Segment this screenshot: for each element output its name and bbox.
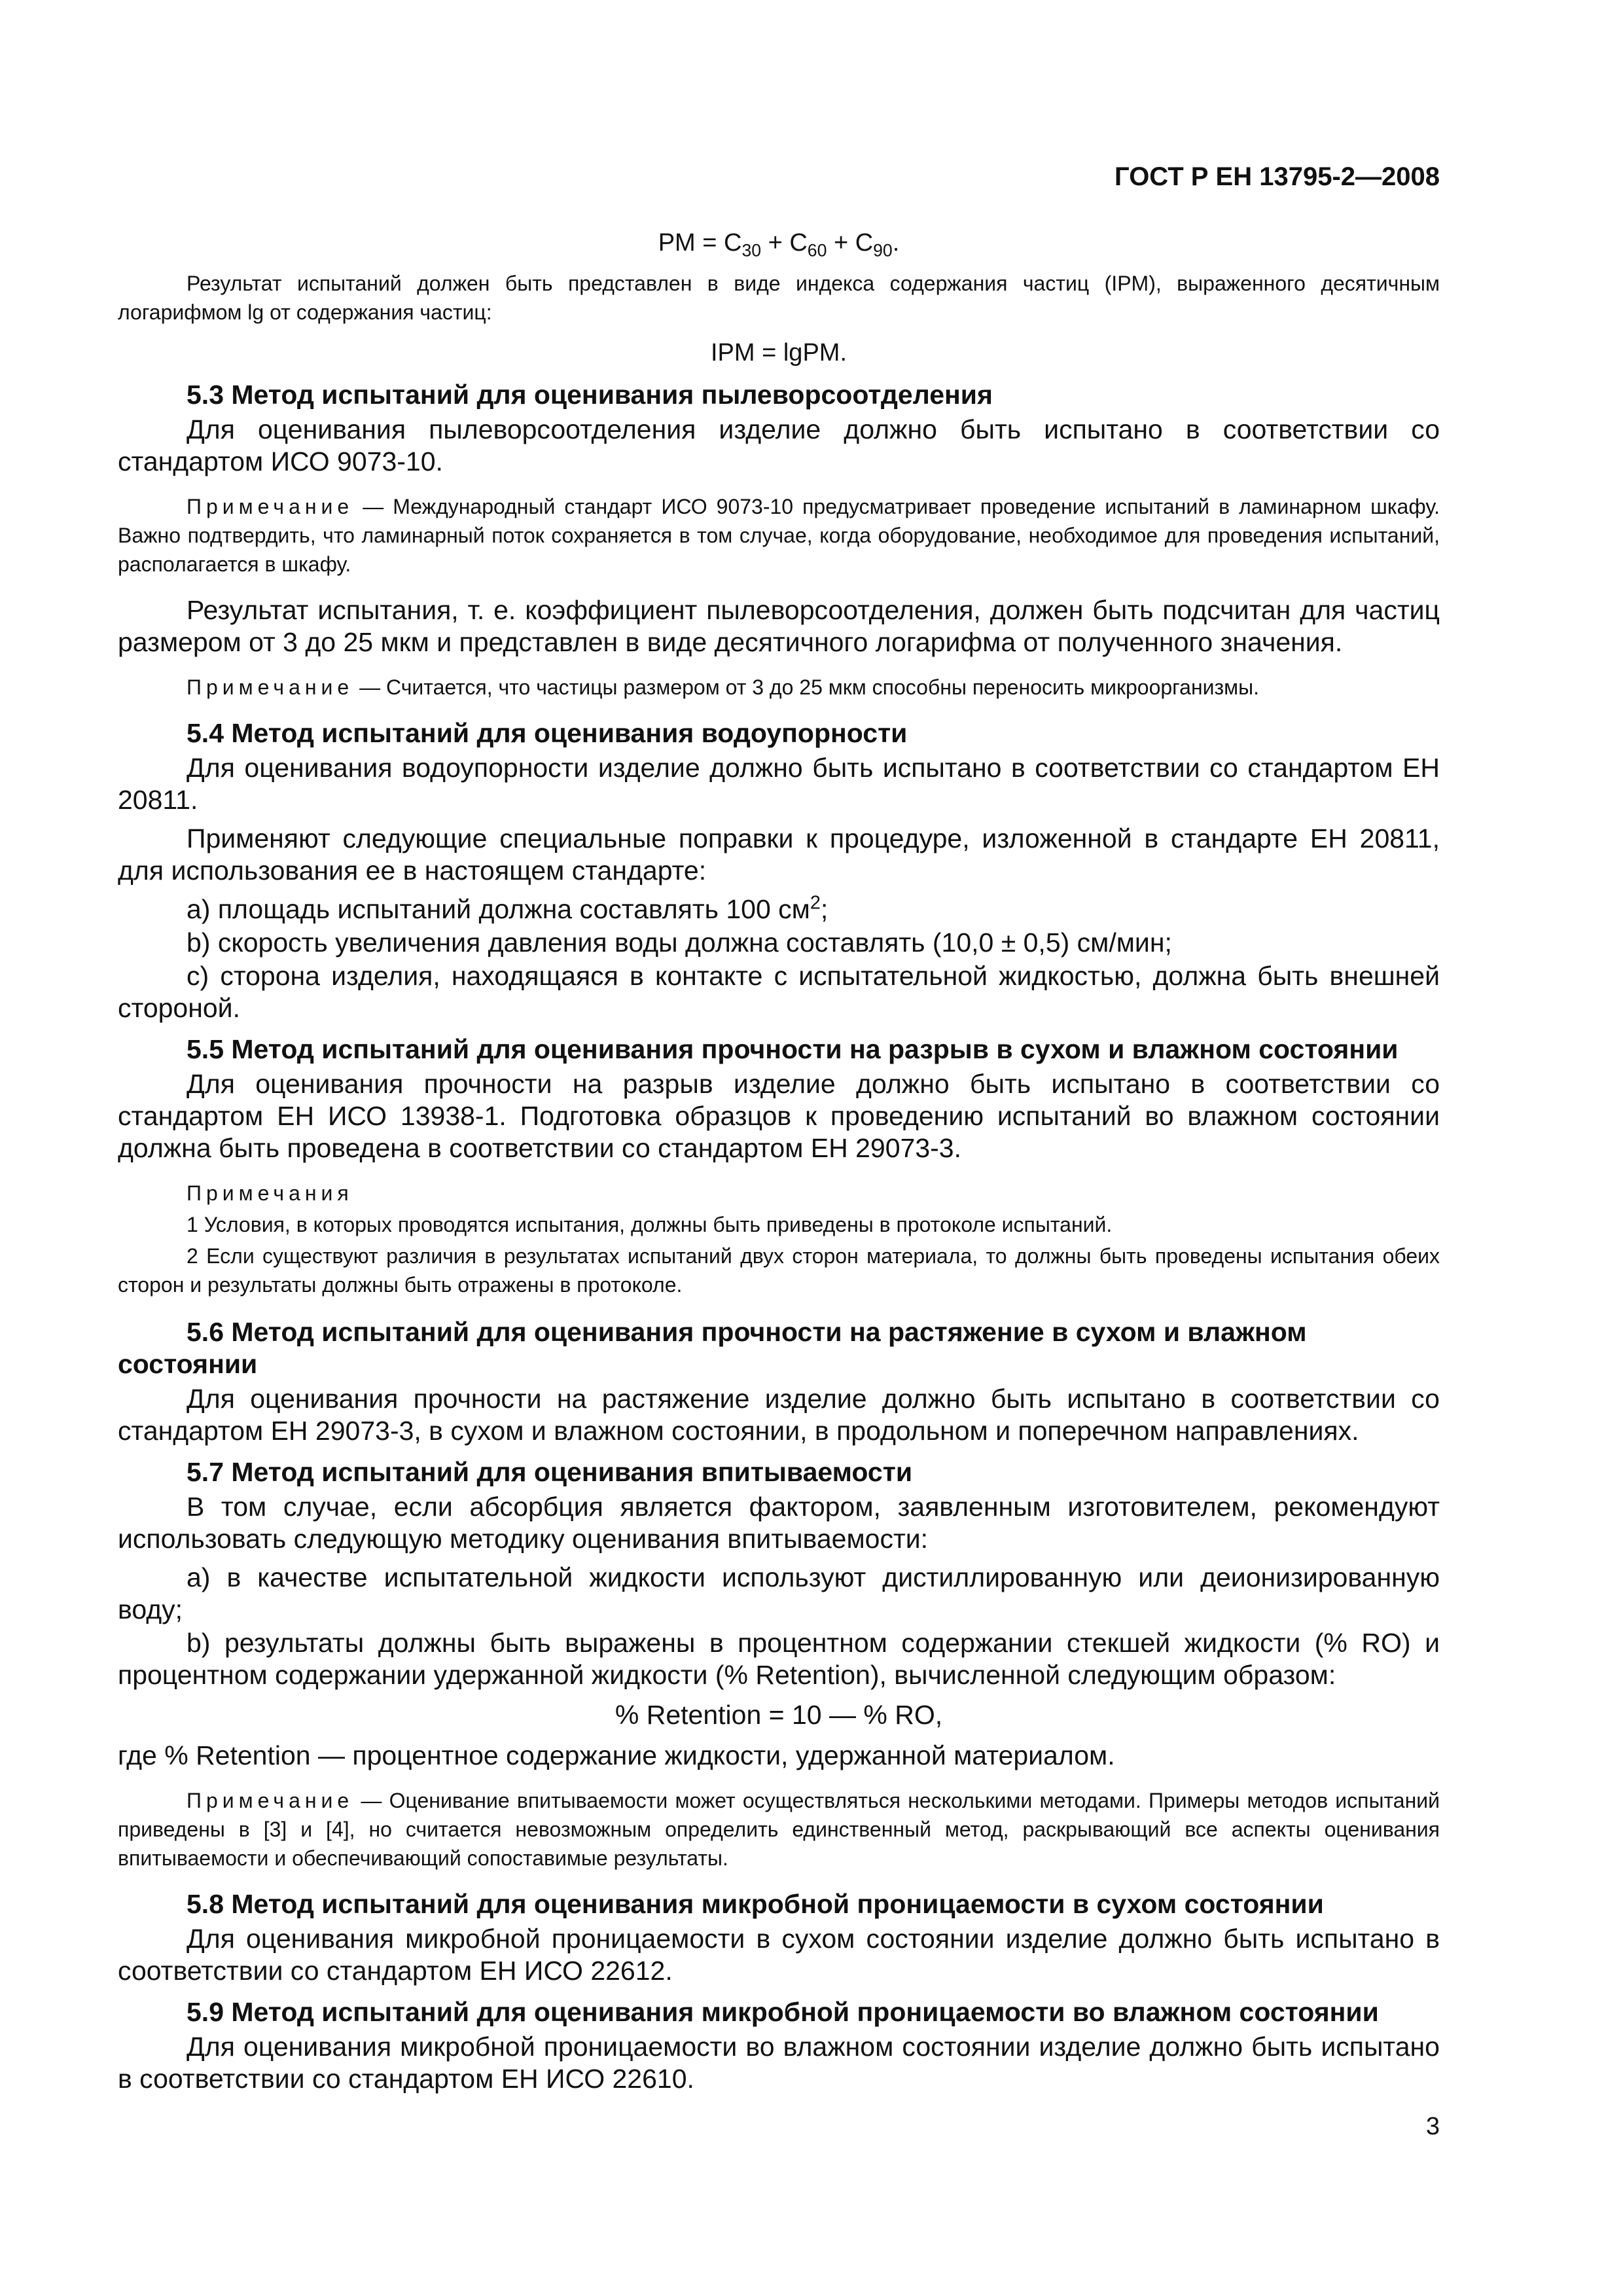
section-5-7-note	[118, 1786, 1440, 1873]
section-5-5-notes	[118, 1179, 1440, 1299]
formula-pm-plus-2: + C	[827, 229, 874, 257]
section-5-4-paragraph-1: Для оценивания водоупорности изделие должно быть испытано в соответствии со стандартом ЕН 20811.	[118, 753, 1440, 815]
section-5-7-item-a: a) в качестве испытательной жидкости используют дистиллированную или деионизированную воду;	[118, 1562, 1440, 1624]
formula-ipm: IPM = lgPM.	[711, 339, 847, 367]
section-5-3-paragraph-1: Для оценивания пылеворсоотделения изделие должно быть испытано в соответствии со стандартом ИСО 9073-10.	[118, 414, 1440, 476]
formula-pm-sub-3: 90	[873, 240, 893, 260]
section-5-3-note-1	[118, 492, 1440, 579]
section-5-3-paragraph-2: Результат испытания, т. е. коэффициент пылеворсоотделения, должен быть подсчитан для частиц размером от 3 до 25 мкм и представлен в виде десятичного логарифма от полученного значения.	[118, 595, 1440, 657]
section-5-7-paragraph-1: В том случае, если абсорбция является фактором, заявленным изготовителем, рекомендуют использовать следующую методику оценивания впитываемости:	[118, 1492, 1440, 1554]
formula-pm	[118, 226, 1440, 260]
section-5-5-title: 5.5 Метод испытаний для оценивания прочности на разрыв в сухом и влажном состоянии	[187, 1034, 1399, 1064]
section-5-4-paragraph-2: Применяют следующие специальные поправки к процедуре, изложенной в стандарте ЕН 20811, для использования ее в настоящем стандарте:	[118, 823, 1440, 886]
item-end: ;	[820, 894, 829, 924]
document-id-header: ГОСТ Р ЕН 13795-2—2008	[1115, 162, 1440, 191]
note-text: — Считается, что частицы размером от 3 до 25 мкм способны переносить микроорганизмы.	[353, 675, 1260, 699]
section-5-7-where: где % Retention — процентное содержание жидкости, удержанной материалом.	[118, 1740, 1115, 1770]
item-text: a) площадь испытаний должна составлять 100 см	[187, 894, 810, 924]
paragraph-ipm: Результат испытаний должен быть представлен в виде индекса содержания частиц (IPM), выраженного десятичным логарифмом lg от содержания частиц:	[118, 272, 1440, 324]
section-5-8-paragraph-1: Для оценивания микробной проницаемости в сухом состоянии изделие должно быть испытано в соответствии со стандартом ЕН ИСО 22612.	[118, 1924, 1440, 1986]
page-content	[118, 226, 1440, 2102]
note-text: — Оценивание впитываемости может осуществляться несколькими методами. Примеры методов испытаний приведены в [3] и [4], но считается невозможным определить единственный метод, раскрывающий все аспекты оценивания впитываемости и обеспечивающий сопоставимые результаты.	[118, 1789, 1440, 1870]
section-5-7-title: 5.7 Метод испытаний для оценивания впитываемости	[187, 1457, 913, 1487]
note-item-2: 2 Если существуют различия в результатах испытаний двух сторон материала, то должны быть проведены испытания обеих сторон и результаты должны быть отражены в протоколе.	[118, 1244, 1440, 1297]
section-5-9-title: 5.9 Метод испытаний для оценивания микробной проницаемости во влажном состоянии	[187, 1997, 1379, 2027]
section-5-9-paragraph-1: Для оценивания микробной проницаемости во влажном состоянии изделие должно быть испытано в соответствии со стандартом ЕН ИСО 22610.	[118, 2032, 1440, 2094]
section-5-6-paragraph-1: Для оценивания прочности на растяжение изделие должно быть испытано в соответствии со стандартом ЕН 29073-3, в сухом и влажном состоянии, в продольном и поперечном направлениях.	[118, 1384, 1440, 1446]
section-5-5-paragraph-1: Для оценивания прочности на разрыв изделие должно быть испытано в соответствии со стандартом ЕН ИСО 13938-1. Подготовка образцов к проведению испытаний во влажном состоянии должна быть проведена в соответствии со стандартом ЕН 29073-3.	[118, 1069, 1440, 1163]
formula-pm-sub-1: 30	[741, 240, 762, 260]
section-5-7-item-b: b) результаты должны быть выражены в процентном содержании стекшей жидкости (% RO) и процентном содержании удержанной жидкости (% Retention), вычисленной следующим образом:	[118, 1628, 1440, 1690]
note-text: — Международный стандарт ИСО 9073-10 предусматривает проведение испытаний в ламинарном шкафу. Важно подтвердить, что ламинарный поток сохраняется в том случае, когда оборудование, необходимое для проведения испытаний, располагается в шкафу.	[118, 495, 1440, 576]
formula-pm-lhs: PM = C	[658, 229, 742, 257]
section-5-4-item-a	[118, 893, 1440, 925]
section-5-4-item-c: c) сторона изделия, находящаяся в контакте с испытательной жидкостью, должна быть внешней стороной.	[118, 961, 1440, 1023]
section-5-8-title: 5.8 Метод испытаний для оценивания микробной проницаемости в сухом состоянии	[187, 1889, 1324, 1919]
note-label: Примечание	[187, 675, 354, 699]
note-label: Примечание	[187, 1789, 354, 1812]
item-superscript: 2	[810, 892, 821, 914]
section-5-4-title: 5.4 Метод испытаний для оценивания водоупорности	[187, 718, 908, 748]
formula-pm-end: .	[892, 229, 900, 257]
note-label: Примечание	[187, 495, 354, 518]
formula-pm-sub-2: 60	[807, 240, 827, 260]
note-item-1: 1 Условия, в которых проводятся испытания, должны быть приведены в протоколе испытаний.	[187, 1213, 1113, 1236]
formula-retention: % Retention = 10 — % RO,	[615, 1700, 943, 1730]
page-number: 3	[1425, 2113, 1440, 2140]
section-5-3-note-2	[118, 673, 1440, 702]
section-5-4-item-b: b) скорость увеличения давления воды должна составлять (10,0 ± 0,5) см/мин;	[187, 927, 1172, 958]
formula-pm-plus-1: + C	[761, 229, 808, 257]
notes-label: Примечания	[187, 1181, 353, 1205]
section-5-6-title: 5.6 Метод испытаний для оценивания прочности на растяжение в сухом и влажном состоянии	[118, 1317, 1307, 1379]
section-5-3-title: 5.3 Метод испытаний для оценивания пылеворсоотделения	[187, 380, 993, 410]
